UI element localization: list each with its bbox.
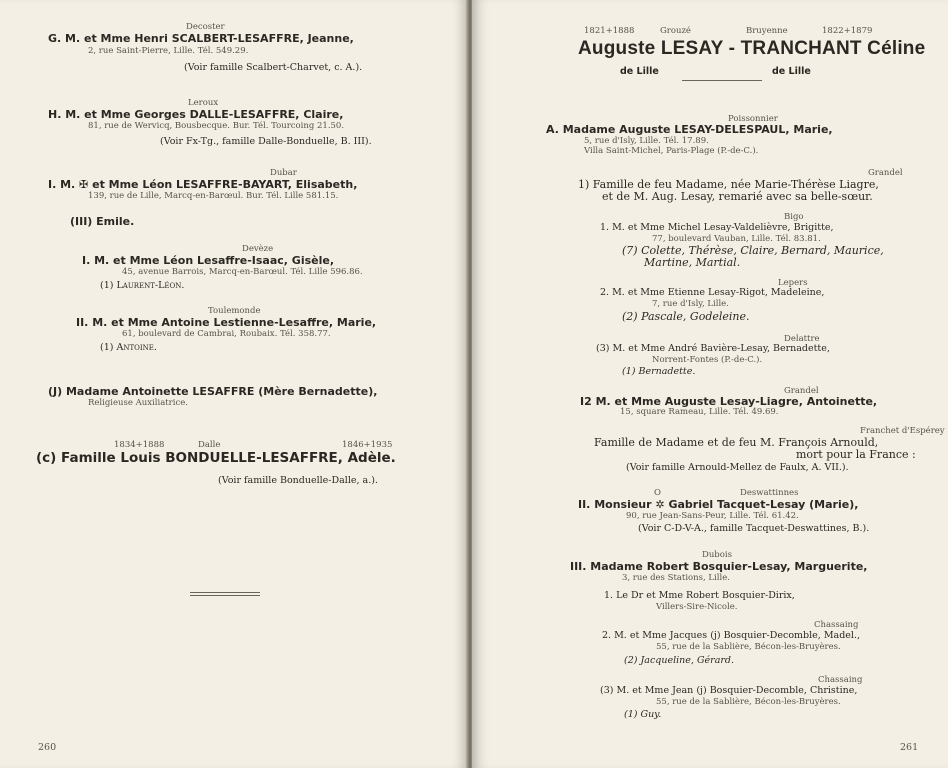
maiden-name: Poissonnier (728, 114, 778, 124)
maiden-name: Delattre (784, 334, 820, 344)
left-page (0, 0, 468, 768)
entry-e1-address: 77, boulevard Vauban, Lille. Tél. 83.81. (652, 234, 821, 244)
entry-j-line1: (J) Madame Antoinette LESAFFRE (Mère Bernadette), (48, 385, 378, 398)
entry-ii-address: 61, boulevard de Cambrai, Roubaix. Tél. 358.77. (122, 329, 331, 339)
divider (682, 80, 762, 81)
maiden-name: Chassaing (818, 675, 863, 685)
entry-i1-address: 45, avenue Barrois, Marcq-en-Barœul. Tél. Lille 596.86. (122, 267, 363, 277)
entry-e3-children: (1) Bernadette. (622, 366, 696, 377)
entry-e1-children2: Martine, Martial. (644, 256, 741, 269)
entry-iii-address: 3, rue des Stations, Lille. (622, 573, 730, 583)
entry-b3-line1: (3) M. et Mme Jean (j) Bosquier-Decomble, Christine, (600, 685, 858, 696)
entry-e3-address: Norrent-Fontes (P.-de-C.). (652, 355, 763, 365)
entry-i-address: 139, rue de Lille, Marcq-en-Barœul. Bur. Tél. Lille 581.15. (88, 191, 339, 201)
origin-right: de Lille (772, 66, 811, 77)
entry-g-address: 2, rue Saint-Pierre, Lille. Tél. 549.29. (88, 46, 249, 56)
entry-a-line1: A. Madame Auguste LESAY-DELESPAUL, Marie, (546, 123, 833, 136)
maiden-name: Lepers (778, 278, 808, 288)
entry-g-line1: G. M. et Mme Henri SCALBERT-LESAFFRE, Jeanne, (48, 32, 354, 45)
entry-fam1-line1: 1) Famille de feu Madame, née Marie-Thérèse Liagre, (578, 178, 879, 191)
family-title: Auguste LESAY - TRANCHANT Céline (578, 38, 926, 59)
maiden-name: Deswattinnes (740, 488, 799, 498)
entry-c-see: (Voir famille Bonduelle-Dalle, a.). (218, 475, 378, 486)
entry-e2-children: (2) Pascale, Godeleine. (622, 310, 750, 323)
maiden-name: Grouzé (660, 26, 691, 36)
maiden-name: Franchet d'Espérey (860, 426, 945, 436)
entry-ii-address: 90, rue Jean-Sans-Peur, Lille. Tél. 61.42. (626, 511, 799, 521)
entry-fam2-line1: Famille de Madame et de feu M. François Arnould, (594, 436, 879, 449)
entry-ii-line1: II. Monsieur ✲ Gabriel Tacquet-Lesay (Marie), (578, 498, 859, 511)
entry-h-see: (Voir Fx-Tg., famille Dalle-Bonduelle, B. III). (160, 136, 372, 147)
entry-i1-children: (1) Laurent-Léon. (100, 280, 185, 291)
entry-b2-line1: 2. M. et Mme Jacques (j) Bosquier-Decomble, Madel., (602, 630, 861, 641)
entry-j-line2: Religieuse Auxiliatrice. (88, 398, 188, 408)
entry-fam1-line2: et de M. Aug. Lesay, remarié avec sa belle-sœur. (602, 190, 873, 203)
decoration-mark: O (654, 488, 661, 498)
entry-a-address: 5, rue d'Isly, Lille. Tél. 17.89. (584, 136, 709, 146)
entry-ii-see: (Voir C-D-V-A., famille Tacquet-Deswattines, B.). (638, 523, 870, 534)
maiden-name: Bigo (784, 212, 804, 222)
entry-a-address2: Villa Saint-Michel, Paris-Plage (P.-de-C.). (584, 146, 759, 156)
entry-c-title: (c) Famille Louis BONDUELLE-LESAFFRE, Adèle. (36, 450, 396, 466)
entry-e4-address: 15, square Rameau, Lille. Tél. 49.69. (620, 407, 779, 417)
maiden-name: Devèze (242, 244, 274, 254)
dates-right: 1822+1879 (822, 26, 873, 36)
entry-e2-line1: 2. M. et Mme Etienne Lesay-Rigot, Madeleine, (600, 287, 825, 298)
divider (190, 592, 260, 593)
maiden-name: Grandel (868, 168, 903, 178)
entry-i1-line1: I. M. et Mme Léon Lesaffre-Isaac, Gisèle, (82, 254, 335, 267)
dates-left: 1821+1888 (584, 26, 635, 36)
divider (190, 595, 260, 596)
page-number: 261 (900, 742, 919, 753)
entry-fam2-see: (Voir famille Arnould-Mellez de Faulx, A. VII.). (626, 462, 849, 473)
entry-b1-line1: 1. Le Dr et Mme Robert Bosquier-Dirix, (604, 590, 795, 601)
maiden-name: Chassaing (814, 620, 859, 630)
right-page (472, 0, 948, 768)
maiden-name: Grandel (784, 386, 819, 396)
entry-b2-children: (2) Jacqueline, Gérard. (624, 655, 735, 666)
entry-i-line1: I. M. ✠ et Mme Léon LESAFFRE-BAYART, Elisabeth, (48, 178, 358, 191)
page-number: 260 (38, 742, 57, 753)
entry-e4-line1: I2 M. et Mme Auguste Lesay-Liagre, Antoinette, (580, 395, 878, 408)
entry-h-line1: H. M. et Mme Georges DALLE-LESAFFRE, Claire, (48, 108, 344, 121)
maiden-name: Dalle (198, 440, 221, 450)
entry-fam2-line2: mort pour la France : (796, 448, 916, 461)
entry-h-address: 81, rue de Wervicq, Bousbecque. Bur. Tél. Tourcoing 21.50. (88, 121, 345, 131)
maiden-name: Dubois (702, 550, 732, 560)
maiden-name: Toulemonde (208, 306, 261, 316)
entry-ii-children: (1) Antoine. (100, 342, 157, 353)
maiden-name: Bruyenne (746, 26, 788, 36)
dates-right: 1846+1935 (342, 440, 393, 450)
entry-e1-line1: 1. M. et Mme Michel Lesay-Valdelièvre, Brigitte, (600, 222, 834, 233)
dates-left: 1834+1888 (114, 440, 165, 450)
entry-e2-address: 7, rue d'Isly, Lille. (652, 299, 729, 309)
entry-e1-children: (7) Colette, Thérèse, Claire, Bernard, Maurice, (622, 244, 884, 257)
entry-b3-children: (1) Guy. (624, 709, 662, 720)
entry-ii-line1: II. M. et Mme Antoine Lestienne-Lesaffre, Marie, (76, 316, 377, 329)
entry-e3-line1: (3) M. et Mme André Bavière-Lesay, Bernadette, (596, 343, 830, 354)
maiden-name: Dubar (270, 168, 297, 178)
entry-b1-address: Villers-Sire-Nicole. (656, 602, 738, 612)
entry-b3-address: 55, rue de la Sablière, Bécon-les-Bruyères. (656, 697, 841, 707)
entry-iii-line1: III. Madame Robert Bosquier-Lesay, Marguerite, (570, 560, 868, 573)
maiden-name: Decoster (186, 22, 225, 32)
entry-b2-address: 55, rue de la Sablière, Bécon-les-Bruyères. (656, 642, 841, 652)
maiden-name: Leroux (188, 98, 219, 108)
origin-left: de Lille (620, 66, 659, 77)
entry-emile: (III) Emile. (70, 215, 135, 228)
entry-g-see: (Voir famille Scalbert-Charvet, c. A.). (184, 62, 363, 73)
